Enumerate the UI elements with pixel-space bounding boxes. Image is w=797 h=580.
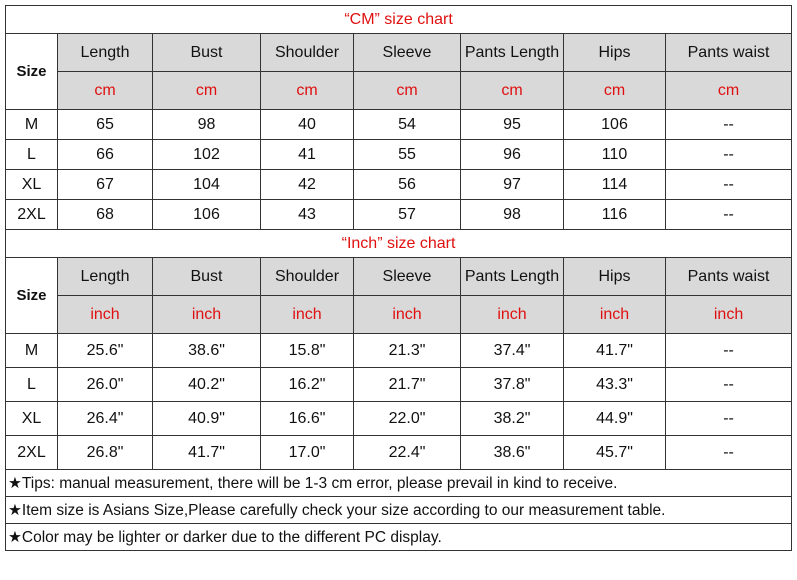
table-cell: 26.4" <box>58 402 153 436</box>
cm-header-bust: Bust <box>153 34 261 72</box>
table-cell: 16.2" <box>261 368 354 402</box>
table-cell: 41 <box>261 140 354 170</box>
table-cell: 55 <box>354 140 461 170</box>
table-cell: 40 <box>261 110 354 140</box>
size-label: L <box>6 140 58 170</box>
inch-header-shoulder: Shoulder <box>261 258 354 296</box>
table-cell: 95 <box>461 110 564 140</box>
table-cell: 41.7" <box>564 334 666 368</box>
inch-header-sleeve: Sleeve <box>354 258 461 296</box>
table-cell: 57 <box>354 200 461 230</box>
table-cell: 67 <box>58 170 153 200</box>
table-cell: 45.7" <box>564 436 666 470</box>
inch-unit-pants-waist: inch <box>666 296 792 334</box>
cm-unit-shoulder: cm <box>261 72 354 110</box>
size-chart-document <box>5 5 791 551</box>
inch-size-header: Size <box>6 258 58 334</box>
cm-chart-title: “CM” size chart <box>6 6 792 34</box>
table-cell: 37.4" <box>461 334 564 368</box>
cm-header-shoulder: Shoulder <box>261 34 354 72</box>
table-cell: 106 <box>153 200 261 230</box>
inch-unit-length: inch <box>58 296 153 334</box>
table-cell: 66 <box>58 140 153 170</box>
table-cell: -- <box>666 368 792 402</box>
size-chart-table <box>5 5 792 551</box>
cm-unit-pants-waist: cm <box>666 72 792 110</box>
table-row <box>6 368 792 402</box>
table-cell: 54 <box>354 110 461 140</box>
table-cell: 104 <box>153 170 261 200</box>
cm-size-header: Size <box>6 34 58 110</box>
size-label: 2XL <box>6 436 58 470</box>
table-row <box>6 170 792 200</box>
table-cell: 43.3" <box>564 368 666 402</box>
inch-header-pants-length: Pants Length <box>461 258 564 296</box>
table-cell: -- <box>666 402 792 436</box>
table-cell: 22.4" <box>354 436 461 470</box>
table-cell: 44.9" <box>564 402 666 436</box>
table-cell: 56 <box>354 170 461 200</box>
inch-header-pants-waist: Pants waist <box>666 258 792 296</box>
table-cell: 43 <box>261 200 354 230</box>
table-cell: 40.9" <box>153 402 261 436</box>
cm-header-hips: Hips <box>564 34 666 72</box>
table-cell: 17.0" <box>261 436 354 470</box>
table-cell: 25.6" <box>58 334 153 368</box>
cm-header-pants-waist: Pants waist <box>666 34 792 72</box>
table-cell: 21.3" <box>354 334 461 368</box>
table-row <box>6 140 792 170</box>
table-cell: 114 <box>564 170 666 200</box>
table-cell: -- <box>666 110 792 140</box>
table-cell: 96 <box>461 140 564 170</box>
table-cell: 65 <box>58 110 153 140</box>
tip-measurement-error: ★Tips: manual measurement, there will be 1-3 cm error, please prevail in kind to receive. <box>6 470 792 497</box>
inch-unit-sleeve: inch <box>354 296 461 334</box>
cm-header-length: Length <box>58 34 153 72</box>
cm-header-sleeve: Sleeve <box>354 34 461 72</box>
table-cell: 26.0" <box>58 368 153 402</box>
cm-header-pants-length: Pants Length <box>461 34 564 72</box>
inch-chart-title: “Inch” size chart <box>6 230 792 258</box>
inch-unit-shoulder: inch <box>261 296 354 334</box>
table-cell: -- <box>666 170 792 200</box>
cm-unit-bust: cm <box>153 72 261 110</box>
size-label: XL <box>6 402 58 436</box>
inch-header-hips: Hips <box>564 258 666 296</box>
table-cell: 97 <box>461 170 564 200</box>
table-cell: 102 <box>153 140 261 170</box>
table-row <box>6 334 792 368</box>
table-cell: -- <box>666 436 792 470</box>
table-row <box>6 110 792 140</box>
table-cell: 98 <box>461 200 564 230</box>
cm-unit-pants-length: cm <box>461 72 564 110</box>
size-label: M <box>6 334 58 368</box>
table-row <box>6 402 792 436</box>
table-cell: 38.6" <box>461 436 564 470</box>
table-row <box>6 200 792 230</box>
tip-color-display: ★Color may be lighter or darker due to the different PC display. <box>6 524 792 551</box>
table-cell: 41.7" <box>153 436 261 470</box>
size-label: L <box>6 368 58 402</box>
inch-header-bust: Bust <box>153 258 261 296</box>
size-label: 2XL <box>6 200 58 230</box>
table-cell: 38.6" <box>153 334 261 368</box>
table-cell: 40.2" <box>153 368 261 402</box>
table-cell: 16.6" <box>261 402 354 436</box>
table-cell: -- <box>666 140 792 170</box>
table-cell: 68 <box>58 200 153 230</box>
table-cell: 37.8" <box>461 368 564 402</box>
table-cell: 38.2" <box>461 402 564 436</box>
table-cell: 98 <box>153 110 261 140</box>
table-cell: 22.0" <box>354 402 461 436</box>
inch-unit-pants-length: inch <box>461 296 564 334</box>
table-cell: 116 <box>564 200 666 230</box>
cm-unit-length: cm <box>58 72 153 110</box>
size-label: XL <box>6 170 58 200</box>
tip-asian-size: ★Item size is Asians Size,Please carefully check your size according to our measurement table. <box>6 497 792 524</box>
inch-unit-bust: inch <box>153 296 261 334</box>
size-label: M <box>6 110 58 140</box>
table-cell: 42 <box>261 170 354 200</box>
table-cell: 15.8" <box>261 334 354 368</box>
inch-header-length: Length <box>58 258 153 296</box>
table-cell: 26.8" <box>58 436 153 470</box>
cm-unit-hips: cm <box>564 72 666 110</box>
cm-unit-sleeve: cm <box>354 72 461 110</box>
table-cell: 110 <box>564 140 666 170</box>
table-cell: 106 <box>564 110 666 140</box>
table-cell: -- <box>666 334 792 368</box>
table-cell: 21.7" <box>354 368 461 402</box>
inch-unit-hips: inch <box>564 296 666 334</box>
table-row <box>6 436 792 470</box>
table-cell: -- <box>666 200 792 230</box>
